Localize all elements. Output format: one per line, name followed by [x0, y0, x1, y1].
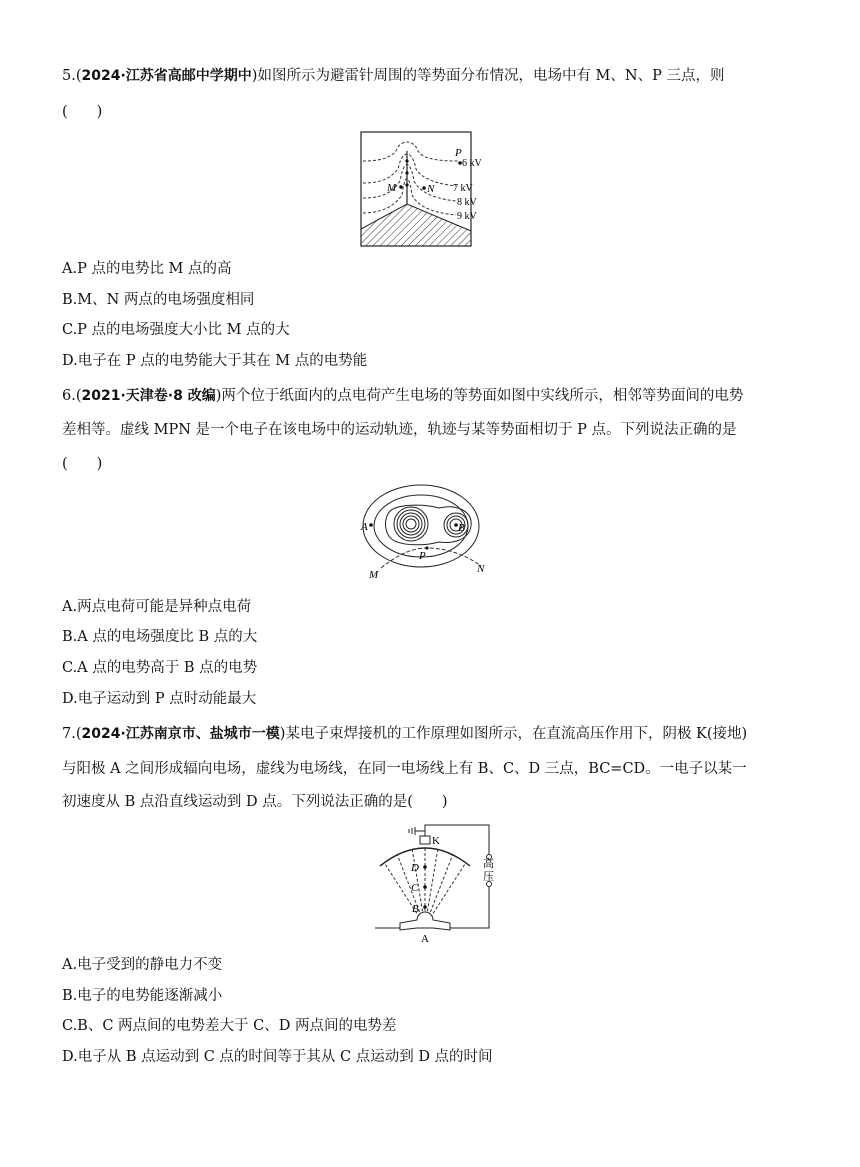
q5-stem-line1 [62, 66, 800, 86]
label-voltage: 压 [483, 871, 494, 883]
q5-stem-text: )如图所示为避雷针周围的等势面分布情况，电场中有 M、N、P 三点，则 [251, 68, 725, 84]
label-p: P [455, 147, 462, 159]
q6-stem-line2: 差相等。虚线 MPN 是一个电子在该电场中的运动轨迹，轨迹与某等势面相切于 P 点。下列说法正确的是 [62, 422, 737, 438]
label-m: M [369, 569, 379, 581]
electron-trajectory [381, 548, 481, 568]
q7-source: 2024·江苏南京市、盐城市一模 [81, 726, 280, 742]
q6-answer-bracket: ( ) [62, 456, 103, 472]
q5-answer-bracket: ( ) [62, 104, 103, 120]
q6-stem-line1 [62, 386, 800, 406]
label-9kv: 9 kV [457, 211, 477, 222]
q5-source: 2024·江苏省高邮中学期中 [81, 68, 252, 84]
ground-symbol [409, 827, 425, 835]
q6-option-b: B.A 点的电场强度比 B 点的大 [62, 629, 258, 645]
q6-stem-text: )两个位于纸面内的点电荷产生电场的等势面如图中实线所示，相邻等势面间的电势 [215, 388, 744, 404]
label-k: K [432, 835, 440, 847]
q7-option-c: C.B、C 两点间的电势差大于 C、D 两点间的电势差 [62, 1018, 397, 1034]
label-6kv: 6 kV [462, 158, 482, 169]
label-n: N [477, 563, 485, 575]
point-p [425, 546, 428, 549]
q7-electron-beam-welder-figure [370, 822, 500, 944]
anode-a [400, 912, 450, 930]
q6-source: 2021·天津卷·8 改编 [81, 388, 216, 404]
point-b [423, 905, 427, 909]
q7-stem-line2: 与阳极 A 之间形成辐向电场，虚线为电场线，在同一电场线上有 B、C、D 三点，BC=CD。一电子以某一 [62, 761, 747, 777]
label-m: M [387, 182, 397, 194]
q6-number: 6.( [62, 388, 82, 404]
label-7kv: 7 kV [453, 183, 473, 194]
q7-number: 7.( [62, 726, 82, 742]
label-a: A [421, 933, 429, 945]
q6-equipotential-figure [355, 480, 495, 582]
q6-option-a: A.两点电荷可能是异种点电荷 [62, 599, 252, 615]
label-8kv: 8 kV [457, 197, 477, 208]
q7-stem-text: )某电子束焊接机的工作原理如图所示，在直流高压作用下，阴极 K(接地) [279, 726, 748, 742]
q5-number: 5.( [62, 68, 82, 84]
q5-option-b: B.M、N 两点的电场强度相同 [62, 292, 255, 308]
q6-option-c: C.A 点的电势高于 B 点的电势 [62, 660, 258, 676]
point-d [423, 865, 427, 869]
label-a: A [361, 521, 368, 533]
label-n: N [427, 183, 435, 195]
q7-option-d: D.电子从 B 点运动到 C 点的时间等于其从 C 点运动到 D 点的时间 [62, 1049, 493, 1065]
point-n [422, 186, 426, 190]
q5-option-c: C.P 点的电场强度大小比 M 点的大 [62, 322, 290, 338]
q5-option-d: D.电子在 P 点的电势能大于其在 M 点的电势能 [62, 353, 368, 369]
q6-option-d: D.电子运动到 P 点时动能最大 [62, 691, 257, 707]
label-p: P [419, 550, 426, 562]
q7-option-b: B.电子的电势能逐渐减小 [62, 988, 223, 1004]
q7-stem-line1 [62, 724, 800, 744]
point-m [399, 185, 403, 189]
point-a [369, 523, 373, 527]
label-b: B [458, 522, 465, 534]
point-c [423, 885, 427, 889]
q5-option-a: A.P 点的电势比 M 点的高 [62, 261, 232, 277]
label-b: B [412, 903, 419, 915]
q7-stem-line3: 初速度从 B 点沿直线运动到 D 点。下列说法正确的是( ) [62, 794, 448, 810]
q5-lightning-rod-figure [360, 131, 482, 247]
cathode-k [420, 836, 430, 844]
label-c: C [411, 882, 419, 894]
q7-option-a: A.电子受到的静电力不变 [62, 957, 223, 973]
label-high: 高 [483, 858, 494, 870]
label-d: D [411, 862, 419, 874]
